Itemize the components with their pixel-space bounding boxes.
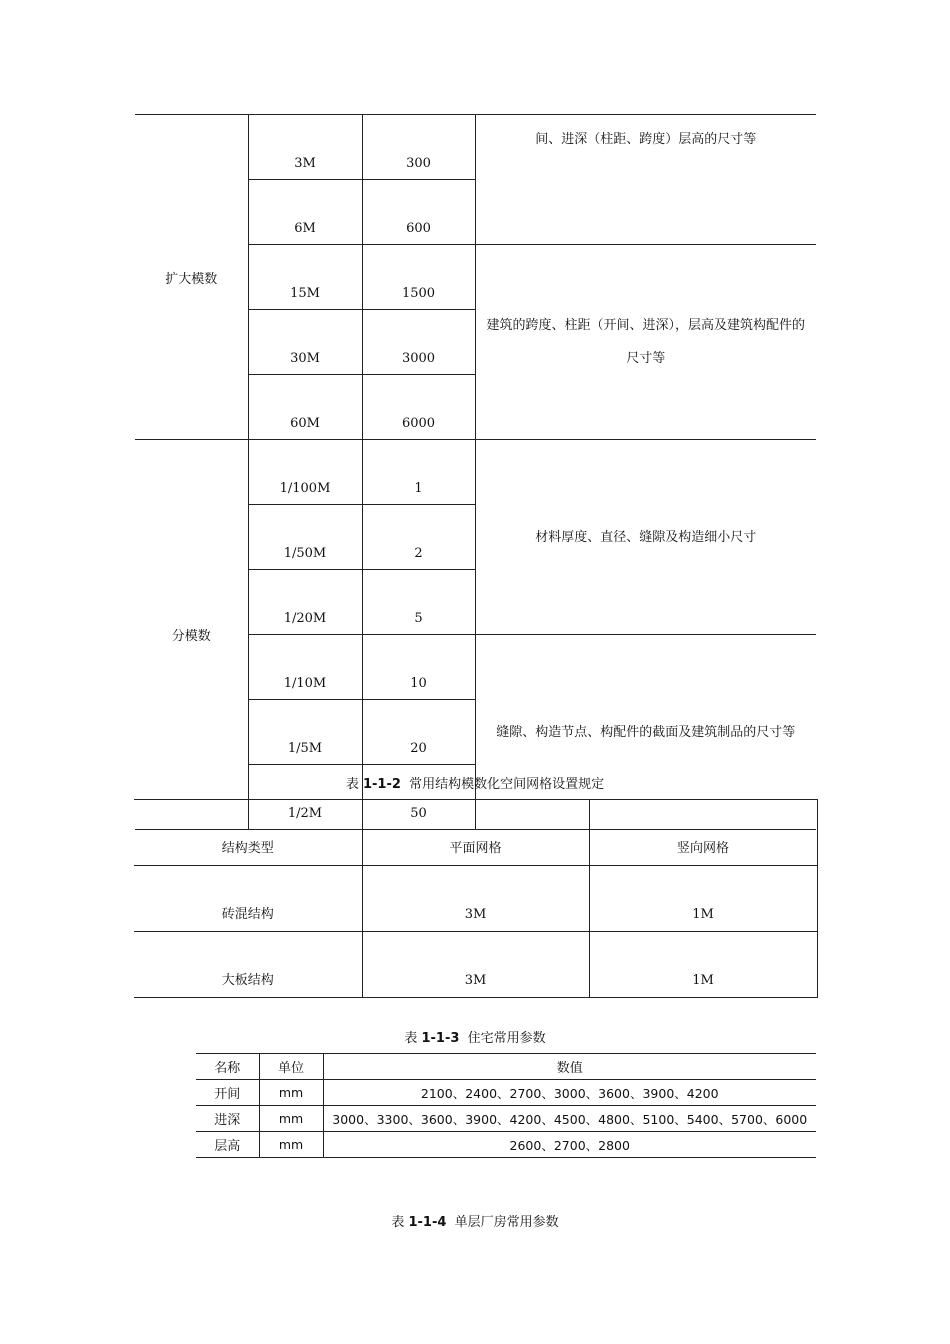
table-cell: 层高 <box>196 1132 259 1158</box>
caption-title: 单层厂房常用参数 <box>454 1215 559 1230</box>
module-cell: 1/10M <box>248 635 362 700</box>
column-header: 单位 <box>259 1054 323 1080</box>
caption-prefix: 表 <box>391 1215 409 1230</box>
table-cell: 砖混结构 <box>134 866 362 932</box>
module-cell: 1/2M <box>248 765 362 830</box>
module-cell: 1/50M <box>248 505 362 570</box>
caption-number: 1-1-4 <box>408 1215 447 1230</box>
module-cell: 60M <box>248 375 362 440</box>
value-cell: 1500 <box>362 245 475 310</box>
value-cell: 10 <box>362 635 475 700</box>
table-cell: 大板结构 <box>134 932 362 998</box>
modulus-table <box>135 114 816 830</box>
module-cell: 1/100M <box>248 440 362 505</box>
module-cell: 1/20M <box>248 570 362 635</box>
column-header: 结构类型 <box>134 800 362 866</box>
caption-title: 住宅常用参数 <box>467 1031 546 1046</box>
caption-title: 常用结构模数化空间网格设置规定 <box>409 777 605 792</box>
column-header: 竖向网格 <box>589 800 817 866</box>
table-cell: 开间 <box>196 1080 259 1106</box>
description-cell: 间、进深（柱距、跨度）层高的尺寸等 <box>475 115 816 245</box>
value-cell: 3000 <box>362 310 475 375</box>
module-cell: 6M <box>248 180 362 245</box>
value-cell: 1 <box>362 440 475 505</box>
table-cell: 1M <box>589 932 817 998</box>
group-label: 分模数 <box>135 440 248 830</box>
grid-settings-table <box>134 799 818 998</box>
value-cell: 600 <box>362 180 475 245</box>
caption-prefix: 表 <box>404 1031 422 1046</box>
caption-number: 1-1-2 <box>362 777 401 792</box>
column-header: 数值 <box>323 1054 816 1080</box>
table-header-row <box>196 1054 816 1080</box>
table-cell: 进深 <box>196 1106 259 1132</box>
table-row <box>196 1106 816 1132</box>
description-cell: 缝隙、构造节点、构配件的截面及建筑制品的尺寸等 <box>475 635 816 830</box>
table-cell: 3M <box>362 866 589 932</box>
table-caption <box>0 773 950 792</box>
caption-number: 1-1-3 <box>421 1031 460 1046</box>
group-label: 扩大模数 <box>135 115 248 440</box>
value-cell: 6000 <box>362 375 475 440</box>
residential-parameters-table <box>196 1053 816 1158</box>
module-cell: 3M <box>248 115 362 180</box>
column-header: 平面网格 <box>362 800 589 866</box>
table-cell: 2100、2400、2700、3000、3600、3900、4200 <box>323 1080 816 1106</box>
table-row <box>135 115 816 180</box>
table-row <box>135 440 816 505</box>
table-row <box>134 932 817 998</box>
table-cell: 1M <box>589 866 817 932</box>
caption-prefix: 表 <box>345 777 363 792</box>
description-cell: 材料厚度、直径、缝隙及构造细小尺寸 <box>475 440 816 635</box>
module-cell: 30M <box>248 310 362 375</box>
value-cell: 50 <box>362 765 475 830</box>
table-row <box>196 1132 816 1158</box>
table-cell: 3000、3300、3600、3900、4200、4500、4800、5100、5400、5700、6000 <box>323 1106 816 1132</box>
value-cell: 20 <box>362 700 475 765</box>
table-cell: 3M <box>362 932 589 998</box>
table-cell: mm <box>259 1106 323 1132</box>
table-header-row <box>134 800 817 866</box>
module-cell: 15M <box>248 245 362 310</box>
table-caption <box>0 1027 950 1046</box>
table-cell: mm <box>259 1080 323 1106</box>
table-row <box>196 1080 816 1106</box>
module-cell: 1/5M <box>248 700 362 765</box>
value-cell: 300 <box>362 115 475 180</box>
table-caption <box>0 1211 950 1230</box>
description-cell: 建筑的跨度、柱距（开间、进深），层高及建筑构配件的尺寸等 <box>475 245 816 440</box>
table-row <box>134 866 817 932</box>
value-cell: 5 <box>362 570 475 635</box>
table-cell: 2600、2700、2800 <box>323 1132 816 1158</box>
value-cell: 2 <box>362 505 475 570</box>
column-header: 名称 <box>196 1054 259 1080</box>
table-cell: mm <box>259 1132 323 1158</box>
